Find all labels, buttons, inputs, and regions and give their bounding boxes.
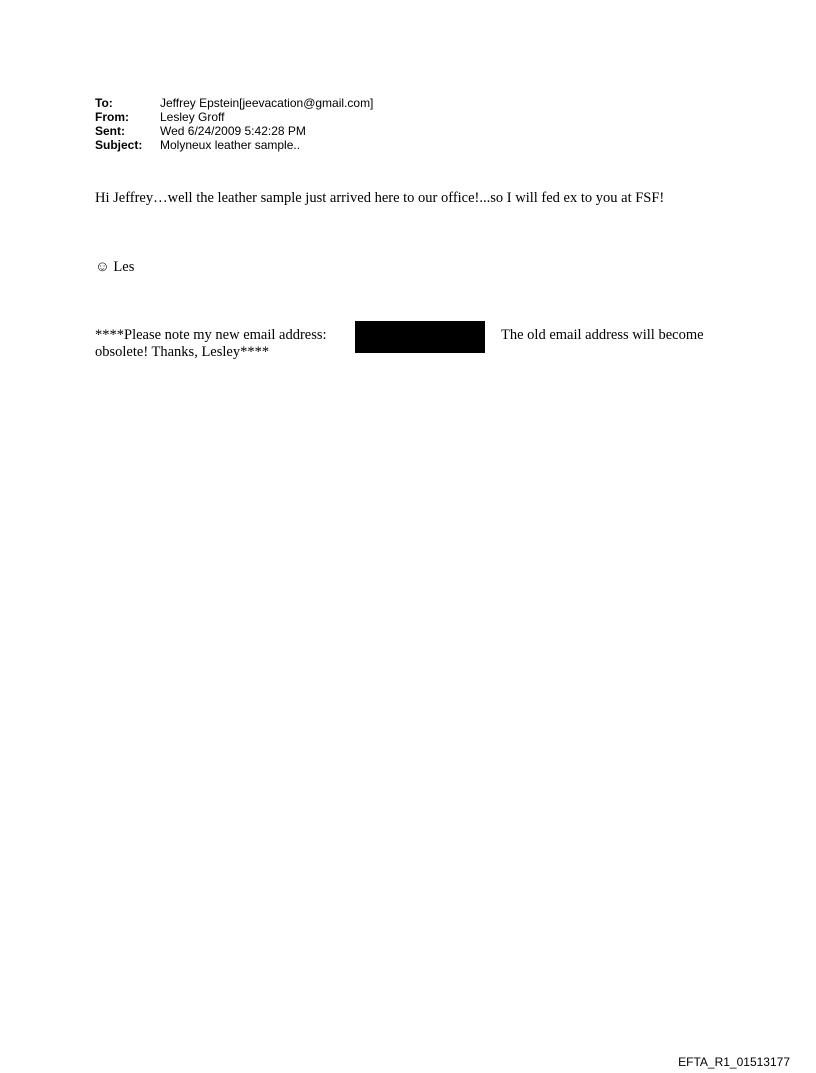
sent-value: Wed 6/24/2009 5:42:28 PM [160, 124, 306, 138]
from-label: From: [95, 110, 129, 124]
to-value: Jeffrey Epstein[jeevacation@gmail.com] [160, 96, 374, 110]
subject-value: Molyneux leather sample.. [160, 138, 301, 152]
subject-row [95, 138, 373, 152]
notice-line-2: obsolete! Thanks, Lesley**** [95, 344, 270, 360]
notice-prefix: ****Please note my new email address: [95, 327, 327, 343]
sent-row [95, 124, 373, 138]
subject-label: Subject: [95, 138, 143, 152]
email-message: Hi Jeffrey…well the leather sample just arrived here to our office!...so I will fed ex to you at FSF! [95, 190, 665, 206]
redaction-box [355, 321, 485, 353]
notice-suffix: The old email address will become [501, 327, 704, 343]
to-label: To: [95, 96, 113, 110]
notice-line-1 [95, 327, 735, 344]
from-value: Lesley Groff [160, 110, 225, 124]
sent-label: Sent: [95, 124, 125, 138]
email-header [95, 96, 373, 152]
email-signature: ☺ Les [95, 259, 135, 275]
document-id: EFTA_R1_01513177 [678, 1055, 790, 1069]
email-notice [95, 327, 735, 361]
to-row [95, 96, 373, 110]
from-row [95, 110, 373, 124]
